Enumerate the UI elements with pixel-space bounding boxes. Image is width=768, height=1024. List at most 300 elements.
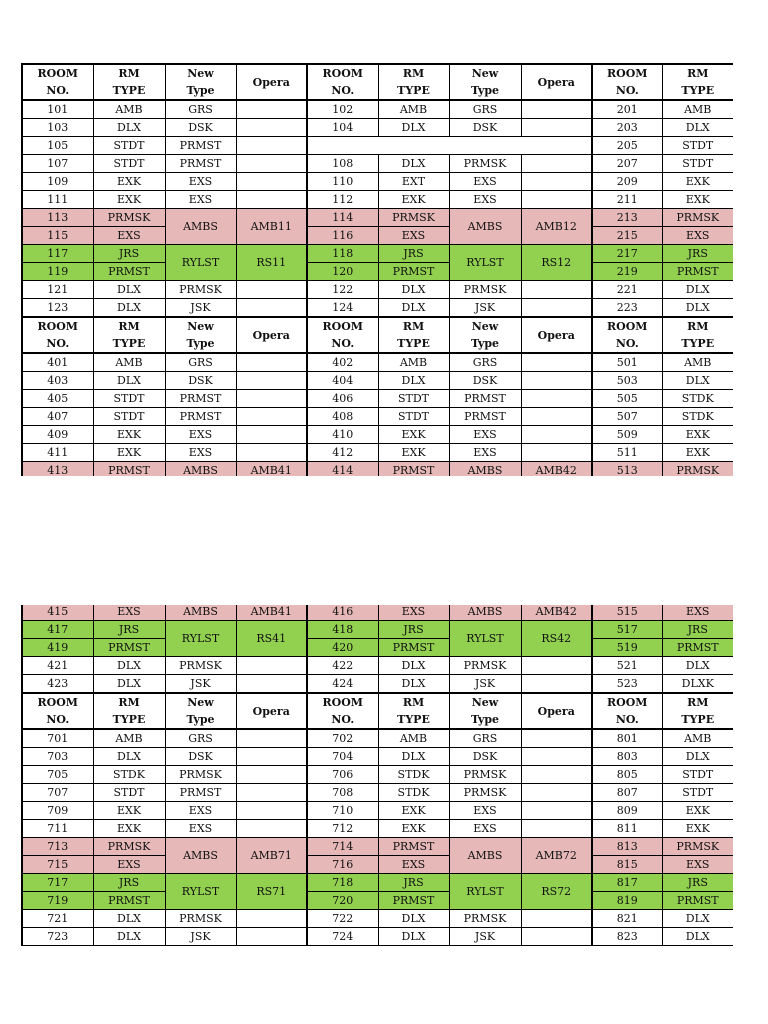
rm-type-cell: EXK — [662, 820, 733, 838]
rm-type-cell: STDT — [662, 155, 733, 173]
new-type-cell: DSK — [165, 748, 236, 766]
room-no-cell: 523 — [592, 675, 662, 694]
opera-header: Opera — [521, 64, 592, 100]
room-no-cell: 505 — [592, 390, 662, 408]
opera-cell — [521, 299, 592, 318]
rm-type-cell: DLX — [662, 657, 733, 675]
new-type-cell: JSK — [165, 928, 236, 946]
room-no-cell: 405 — [22, 390, 93, 408]
rm-type-cell: PRMST — [378, 838, 449, 856]
opera-header: Opera — [521, 317, 592, 353]
room-no-cell: 406 — [307, 390, 378, 408]
room-no-cell: 124 — [307, 299, 378, 318]
room-no-cell: 121 — [22, 281, 93, 299]
rm-type-cell: DLX — [662, 372, 733, 390]
room-no-cell: 215 — [592, 227, 662, 245]
opera-cell — [521, 784, 592, 802]
opera-cell: AMB41 — [236, 605, 307, 621]
opera-cell — [521, 155, 592, 173]
room-no-cell: 401 — [22, 353, 93, 372]
column-header: RM — [93, 317, 165, 335]
new-type-cell: GRS — [165, 729, 236, 748]
new-type-cell: PRMST — [165, 390, 236, 408]
new-type-cell: RYLST — [449, 245, 521, 281]
rm-type-cell: STDT — [378, 408, 449, 426]
opera-cell: AMB72 — [521, 838, 592, 874]
rm-type-cell: STDT — [662, 766, 733, 784]
new-type-cell: AMBS — [449, 605, 521, 621]
new-type-cell: AMBS — [165, 605, 236, 621]
opera-header: Opera — [521, 693, 592, 729]
rm-type-cell: JRS — [378, 874, 449, 892]
opera-cell — [521, 820, 592, 838]
room-no-cell: 519 — [592, 639, 662, 657]
opera-cell: RS41 — [236, 621, 307, 657]
rm-type-cell: EXS — [662, 227, 733, 245]
room-no-cell: 223 — [592, 299, 662, 318]
room-no-cell: 719 — [22, 892, 93, 910]
room-no-cell: 209 — [592, 173, 662, 191]
column-header: ROOM — [22, 64, 93, 82]
rm-type-cell: PRMSK — [378, 209, 449, 227]
rm-type-cell: EXK — [662, 173, 733, 191]
rm-type-cell: JRS — [378, 621, 449, 639]
rm-type-cell: DLX — [378, 675, 449, 694]
rm-type-cell: STDT — [93, 784, 165, 802]
room-no-cell: 702 — [307, 729, 378, 748]
rm-type-cell: EXS — [662, 605, 733, 621]
opera-cell — [236, 155, 307, 173]
opera-cell — [521, 748, 592, 766]
column-header: ROOM — [592, 317, 662, 335]
room-no-cell: 716 — [307, 856, 378, 874]
new-type-cell: AMBS — [165, 838, 236, 874]
rm-type-cell: PRMST — [93, 462, 165, 477]
room-no-cell: 803 — [592, 748, 662, 766]
table-row — [22, 639, 733, 657]
rm-type-cell: STDT — [378, 390, 449, 408]
rm-type-cell: STDT — [93, 390, 165, 408]
room-no-cell: 403 — [22, 372, 93, 390]
column-header: New — [449, 64, 521, 82]
header-row — [22, 693, 733, 711]
column-header: NO. — [22, 711, 93, 729]
room-no-cell: 108 — [307, 155, 378, 173]
rm-type-cell: EXK — [378, 820, 449, 838]
room-no-cell: 704 — [307, 748, 378, 766]
opera-cell — [236, 372, 307, 390]
opera-cell — [521, 729, 592, 748]
opera-cell — [521, 408, 592, 426]
new-type-cell: EXS — [165, 191, 236, 209]
new-type-cell: EXS — [165, 802, 236, 820]
new-type-cell: EXS — [165, 444, 236, 462]
opera-header: Opera — [236, 317, 307, 353]
room-no-cell: 503 — [592, 372, 662, 390]
new-type-cell: AMBS — [165, 462, 236, 477]
column-header: NO. — [22, 335, 93, 353]
rm-type-cell: JRS — [662, 874, 733, 892]
column-header: NO. — [22, 82, 93, 100]
room-no-cell: 511 — [592, 444, 662, 462]
opera-cell: RS11 — [236, 245, 307, 281]
new-type-cell: EXS — [449, 191, 521, 209]
opera-cell — [236, 191, 307, 209]
room-no-cell: 717 — [22, 874, 93, 892]
new-type-cell: PRMSK — [449, 910, 521, 928]
opera-cell: AMB42 — [521, 462, 592, 477]
room-no-cell: 710 — [307, 802, 378, 820]
column-header: TYPE — [378, 82, 449, 100]
room-no-cell: 811 — [592, 820, 662, 838]
table-row — [22, 227, 733, 245]
table-row — [22, 372, 733, 390]
rm-type-cell: EXK — [378, 444, 449, 462]
rm-type-cell: DLX — [93, 372, 165, 390]
rm-type-cell: AMB — [378, 353, 449, 372]
rm-type-cell: PRMST — [93, 263, 165, 281]
opera-cell — [236, 137, 307, 155]
new-type-cell: PRMSK — [449, 155, 521, 173]
table-row — [22, 209, 733, 227]
rm-type-cell: PRMSK — [93, 209, 165, 227]
column-header: RM — [378, 64, 449, 82]
room-no-cell: 407 — [22, 408, 93, 426]
new-type-cell: DSK — [449, 748, 521, 766]
rm-type-cell: DLX — [93, 299, 165, 318]
room-no-cell: 414 — [307, 462, 378, 477]
room-no-cell: 102 — [307, 100, 378, 119]
rm-type-cell: EXK — [93, 802, 165, 820]
room-no-cell: 807 — [592, 784, 662, 802]
opera-cell: AMB71 — [236, 838, 307, 874]
room-no-cell: 117 — [22, 245, 93, 263]
new-type-cell: AMBS — [165, 209, 236, 245]
column-header: NO. — [307, 335, 378, 353]
room-no-cell: 706 — [307, 766, 378, 784]
column-header: New — [165, 64, 236, 82]
table-row — [22, 675, 733, 694]
rm-type-cell: DLX — [93, 657, 165, 675]
opera-cell — [521, 426, 592, 444]
table-row — [22, 605, 733, 621]
table-row — [22, 910, 733, 928]
rm-type-cell: DLX — [662, 299, 733, 318]
rm-type-cell: DLX — [93, 910, 165, 928]
rm-type-cell: DLX — [662, 119, 733, 137]
room-no-cell: 103 — [22, 119, 93, 137]
room-no-cell: 805 — [592, 766, 662, 784]
column-header: NO. — [592, 711, 662, 729]
table-row — [22, 462, 733, 477]
room-no-cell: 815 — [592, 856, 662, 874]
rm-type-cell: PRMST — [378, 892, 449, 910]
room-no-cell: 424 — [307, 675, 378, 694]
rm-type-cell: PRMST — [662, 639, 733, 657]
opera-cell — [236, 426, 307, 444]
column-header: New — [449, 317, 521, 335]
column-header: RM — [662, 693, 733, 711]
opera-cell: RS12 — [521, 245, 592, 281]
column-header: RM — [93, 693, 165, 711]
new-type-cell: PRMSK — [449, 657, 521, 675]
new-type-cell: EXS — [449, 173, 521, 191]
room-no-cell: 515 — [592, 605, 662, 621]
table-row — [22, 892, 733, 910]
column-header: TYPE — [378, 711, 449, 729]
room-no-cell: 116 — [307, 227, 378, 245]
room-no-cell: 211 — [592, 191, 662, 209]
column-header: ROOM — [307, 317, 378, 335]
table-row — [22, 657, 733, 675]
column-header: TYPE — [93, 711, 165, 729]
table-row — [22, 874, 733, 892]
rm-type-cell: STDT — [93, 137, 165, 155]
table-row — [22, 119, 733, 137]
room-no-cell: 501 — [592, 353, 662, 372]
rm-type-cell: STDK — [662, 408, 733, 426]
column-header: RM — [93, 64, 165, 82]
rm-type-cell: DLX — [378, 299, 449, 318]
new-type-cell: PRMST — [165, 137, 236, 155]
new-type-cell: PRMST — [449, 408, 521, 426]
new-type-cell: JSK — [449, 675, 521, 694]
rm-type-cell: STDK — [662, 390, 733, 408]
column-header: New — [165, 693, 236, 711]
rm-type-cell: PRMSK — [662, 462, 733, 477]
rm-type-cell: EXK — [662, 444, 733, 462]
room-no-cell: 718 — [307, 874, 378, 892]
new-type-cell: EXS — [449, 802, 521, 820]
room-no-cell: 201 — [592, 100, 662, 119]
opera-cell: AMB11 — [236, 209, 307, 245]
header-row — [22, 335, 733, 353]
room-no-cell: 111 — [22, 191, 93, 209]
new-type-cell: PRMST — [449, 390, 521, 408]
new-type-cell: RYLST — [165, 245, 236, 281]
rm-type-cell: DLX — [662, 748, 733, 766]
column-header: TYPE — [662, 335, 733, 353]
rm-type-cell: EXK — [93, 444, 165, 462]
opera-cell: RS72 — [521, 874, 592, 910]
room-no-cell: 416 — [307, 605, 378, 621]
header-row — [22, 82, 733, 100]
room-no-cell: 801 — [592, 729, 662, 748]
room-no-cell: 711 — [22, 820, 93, 838]
room-no-cell: 207 — [592, 155, 662, 173]
new-type-cell: GRS — [165, 353, 236, 372]
column-header: NO. — [307, 711, 378, 729]
room-no-cell: 714 — [307, 838, 378, 856]
room-no-cell: 205 — [592, 137, 662, 155]
room-no-cell: 217 — [592, 245, 662, 263]
table-row — [22, 191, 733, 209]
opera-cell — [236, 910, 307, 928]
room-no-cell: 707 — [22, 784, 93, 802]
room-no-cell: 415 — [22, 605, 93, 621]
new-type-cell: GRS — [449, 729, 521, 748]
opera-cell — [236, 299, 307, 318]
rm-type-cell: DLX — [378, 281, 449, 299]
new-type-cell: PRMSK — [449, 281, 521, 299]
room-no-cell: 417 — [22, 621, 93, 639]
table-row — [22, 856, 733, 874]
room-no-cell: 713 — [22, 838, 93, 856]
column-header: TYPE — [378, 335, 449, 353]
opera-cell — [521, 390, 592, 408]
column-header: Type — [165, 335, 236, 353]
room-no-cell: 421 — [22, 657, 93, 675]
room-no-cell: 120 — [307, 263, 378, 281]
room-no-cell: 105 — [22, 137, 93, 155]
rm-type-cell: AMB — [93, 100, 165, 119]
room-no-cell: 221 — [592, 281, 662, 299]
opera-cell — [521, 657, 592, 675]
rm-type-cell: DLX — [662, 928, 733, 946]
room-no-cell: 419 — [22, 639, 93, 657]
new-type-cell: EXS — [449, 444, 521, 462]
new-type-cell: EXS — [449, 426, 521, 444]
room-table-section-top — [21, 63, 733, 476]
new-type-cell: PRMSK — [449, 784, 521, 802]
rm-type-cell: EXS — [93, 856, 165, 874]
rm-type-cell: AMB — [93, 729, 165, 748]
rm-type-cell: JRS — [662, 621, 733, 639]
opera-cell: RS42 — [521, 621, 592, 657]
column-header: NO. — [592, 335, 662, 353]
column-header: RM — [378, 317, 449, 335]
opera-header: Opera — [236, 64, 307, 100]
opera-cell: AMB12 — [521, 209, 592, 245]
rm-type-cell: JRS — [378, 245, 449, 263]
opera-cell — [521, 173, 592, 191]
rm-type-cell: DLX — [378, 119, 449, 137]
room-type-table — [21, 63, 733, 476]
rm-type-cell: PRMST — [662, 263, 733, 281]
table-row — [22, 408, 733, 426]
room-no-cell: 412 — [307, 444, 378, 462]
room-table-section-bottom — [21, 605, 733, 948]
opera-cell — [236, 390, 307, 408]
column-header: ROOM — [22, 317, 93, 335]
opera-cell — [236, 173, 307, 191]
column-header: Type — [449, 711, 521, 729]
table-row — [22, 353, 733, 372]
room-no-cell: 203 — [592, 119, 662, 137]
rm-type-cell: STDK — [93, 766, 165, 784]
opera-cell — [236, 444, 307, 462]
room-no-cell: 509 — [592, 426, 662, 444]
room-no-cell: 513 — [592, 462, 662, 477]
rm-type-cell: DLX — [662, 910, 733, 928]
header-row — [22, 64, 733, 82]
table-row — [22, 928, 733, 946]
rm-type-cell: JRS — [93, 874, 165, 892]
column-header: ROOM — [307, 693, 378, 711]
rm-type-cell: PRMST — [378, 639, 449, 657]
opera-header: Opera — [236, 693, 307, 729]
column-header: TYPE — [662, 82, 733, 100]
rm-type-cell: PRMST — [378, 462, 449, 477]
room-no-cell: 823 — [592, 928, 662, 946]
column-header: ROOM — [22, 693, 93, 711]
rm-type-cell: EXK — [378, 426, 449, 444]
opera-cell — [521, 766, 592, 784]
table-row — [22, 621, 733, 639]
rm-type-cell: DLX — [378, 372, 449, 390]
rm-type-cell: STDT — [93, 155, 165, 173]
rm-type-cell: EXK — [662, 426, 733, 444]
table-row — [22, 802, 733, 820]
room-no-cell: 404 — [307, 372, 378, 390]
opera-cell — [236, 820, 307, 838]
room-no-cell: 420 — [307, 639, 378, 657]
opera-cell: RS71 — [236, 874, 307, 910]
rm-type-cell: AMB — [662, 729, 733, 748]
opera-cell — [521, 100, 592, 119]
new-type-cell: JSK — [165, 299, 236, 318]
room-no-cell: 708 — [307, 784, 378, 802]
column-header: RM — [662, 317, 733, 335]
new-type-cell: EXS — [165, 173, 236, 191]
rm-type-cell: PRMST — [93, 892, 165, 910]
opera-cell — [236, 766, 307, 784]
new-type-cell: EXS — [449, 820, 521, 838]
rm-type-cell: PRMSK — [662, 838, 733, 856]
opera-cell — [236, 928, 307, 946]
opera-cell — [236, 675, 307, 694]
rm-type-cell: EXS — [378, 605, 449, 621]
opera-cell — [521, 444, 592, 462]
column-header: Type — [165, 82, 236, 100]
new-type-cell: DSK — [165, 372, 236, 390]
table-row — [22, 838, 733, 856]
room-no-cell: 402 — [307, 353, 378, 372]
new-type-cell: JSK — [449, 928, 521, 946]
table-row — [22, 820, 733, 838]
rm-type-cell: DLX — [378, 910, 449, 928]
column-header: New — [449, 693, 521, 711]
room-no-cell: 409 — [22, 426, 93, 444]
room-no-cell: 722 — [307, 910, 378, 928]
new-type-cell: DSK — [165, 119, 236, 137]
rm-type-cell: DLX — [93, 281, 165, 299]
room-no-cell: 109 — [22, 173, 93, 191]
rm-type-cell: JRS — [662, 245, 733, 263]
rm-type-cell: EXK — [93, 173, 165, 191]
table-row — [22, 245, 733, 263]
room-no-cell: 410 — [307, 426, 378, 444]
table-row — [22, 729, 733, 748]
room-no-cell: 101 — [22, 100, 93, 119]
rm-type-cell: AMB — [378, 729, 449, 748]
room-no-cell: 219 — [592, 263, 662, 281]
rm-type-cell: EXK — [378, 191, 449, 209]
new-type-cell: GRS — [449, 353, 521, 372]
room-no-cell: 123 — [22, 299, 93, 318]
new-type-cell: PRMSK — [165, 766, 236, 784]
room-no-cell: 709 — [22, 802, 93, 820]
room-no-cell: 517 — [592, 621, 662, 639]
rm-type-cell: DLX — [378, 657, 449, 675]
opera-cell — [236, 729, 307, 748]
table-row — [22, 263, 733, 281]
column-header: TYPE — [93, 335, 165, 353]
column-header: RM — [378, 693, 449, 711]
rm-type-cell: EXS — [378, 856, 449, 874]
column-header: TYPE — [662, 711, 733, 729]
opera-cell — [521, 353, 592, 372]
